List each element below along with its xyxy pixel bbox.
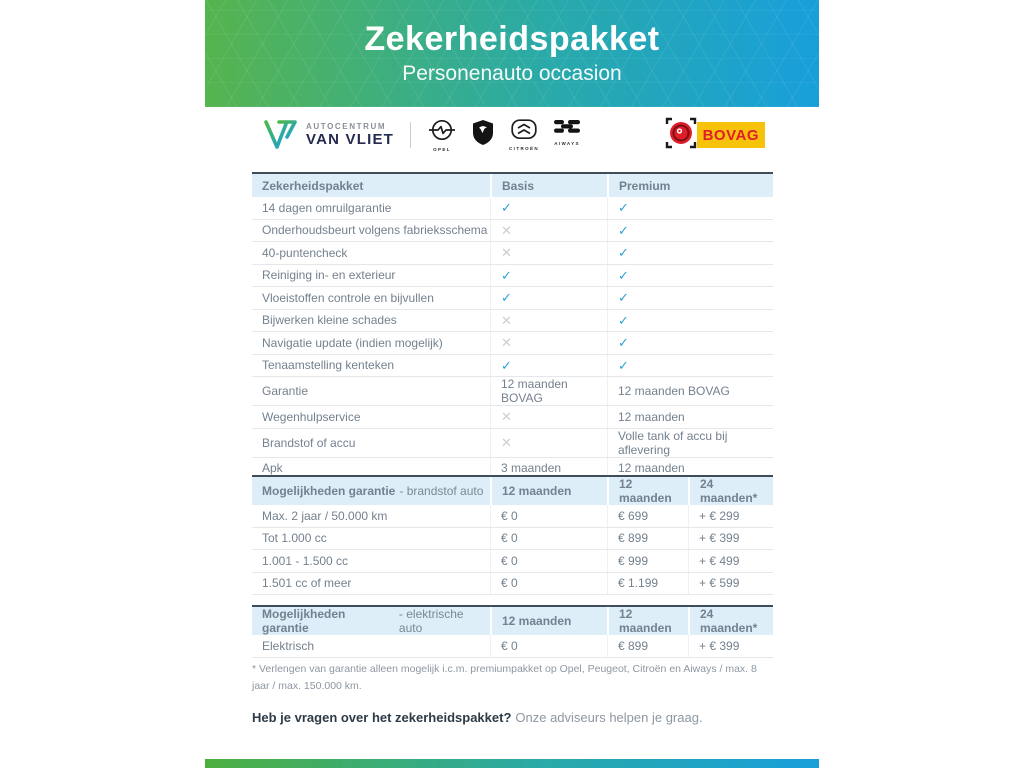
table-cell: Garantie (262, 384, 309, 398)
brand-opel (427, 119, 457, 152)
table-header-row (252, 172, 773, 197)
table-row (252, 406, 773, 429)
table-cell: + € 299 (688, 505, 773, 527)
table-row (252, 505, 773, 528)
table-header-cell: 12 maanden (490, 607, 607, 635)
table-row (252, 550, 773, 573)
dealer-name-bottom: VAN VLIET (306, 130, 395, 148)
check-icon: ✓ (618, 335, 629, 351)
fuel-warranty-table (252, 475, 773, 595)
brand-aiways (554, 119, 580, 146)
table-row (252, 355, 773, 378)
table-cell: + € 599 (688, 573, 773, 595)
table-title-light: - brandstof auto (399, 484, 484, 498)
table-cell (607, 242, 773, 264)
table-cell: 3 maanden (490, 458, 607, 480)
table-cell: 1.501 cc of meer (262, 576, 352, 591)
table-cell: Apk (262, 461, 283, 476)
table-title-bold: Mogelijkheden garantie (262, 484, 396, 498)
dealer-logo (262, 115, 394, 156)
bovag-logo (665, 117, 765, 154)
table-cell: Navigatie update (indien mogelijk) (262, 335, 443, 350)
table-row (252, 287, 773, 310)
table-cell (607, 310, 773, 332)
cross-icon: ✕ (501, 245, 512, 261)
cross-icon: ✕ (501, 409, 512, 425)
table-cell: + € 499 (688, 550, 773, 572)
table-cell: 1.001 - 1.500 cc (262, 553, 349, 568)
check-icon: ✓ (618, 312, 629, 328)
brand-citroen (509, 119, 539, 151)
check-icon: ✓ (618, 200, 629, 216)
table-header-row (252, 605, 773, 635)
peugeot-logo-icon (472, 119, 494, 151)
table-cell (607, 332, 773, 354)
table-cell (490, 197, 607, 219)
bovag-wordmark: BOVAG (702, 126, 759, 144)
closing-question (252, 710, 773, 725)
table-row (252, 265, 773, 288)
electric-warranty-table (252, 605, 773, 658)
table-cell: € 0 (490, 573, 607, 595)
van-vliet-logo-icon (262, 115, 299, 156)
table-header-cell: 12 maanden (607, 477, 688, 505)
brand-logos (427, 119, 580, 152)
table-header-cell (252, 477, 490, 505)
table-cell: Elektrisch (262, 638, 315, 653)
table-cell: + € 399 (688, 635, 773, 657)
check-icon: ✓ (618, 267, 629, 283)
table-cell: € 0 (490, 550, 607, 572)
table-cell (490, 332, 607, 354)
table-cell: € 899 (607, 528, 688, 550)
table-row (252, 332, 773, 355)
banner-subtitle: Personenauto occasion (402, 62, 622, 86)
table-cell: 12 maanden BOVAG (607, 377, 773, 405)
table-cell: Wegenhulpservice (262, 409, 361, 424)
opel-logo-icon (427, 119, 457, 146)
table-header-cell: Basis (490, 174, 607, 197)
check-icon: ✓ (618, 222, 629, 238)
closing-question-light: Onze adviseurs helpen je graag. (515, 710, 703, 725)
table-header-cell (252, 174, 490, 197)
aiways-logo-icon (554, 119, 580, 140)
table-title-light: - elektrische auto (398, 607, 464, 635)
closing-question-bold: Heb je vragen over het zekerheidspakket? (252, 710, 512, 725)
table-cell: Tenaamstelling kenteken (262, 358, 395, 373)
table-title-bold: Mogelijkheden garantie (262, 607, 346, 635)
table-cell: Vloeistoffen controle en bijvullen (262, 290, 434, 305)
footnote: * Verlengen van garantie alleen mogelijk i.c.m. premiumpakket op Opel, Peugeot, Citroën en Aiways / max. 8 jaar / max. 150.000 km. (252, 663, 757, 693)
table-cell: 12 maanden (607, 458, 773, 480)
brand-peugeot (472, 119, 494, 151)
table-cell (607, 355, 773, 377)
table-cell (490, 406, 607, 428)
check-icon: ✓ (501, 357, 512, 373)
logo-row (205, 109, 819, 161)
table-cell: € 0 (490, 635, 607, 657)
table-cell (490, 355, 607, 377)
table-cell (490, 242, 607, 264)
table-cell (607, 197, 773, 219)
citroen-logo-icon (511, 119, 537, 145)
table-row (252, 197, 773, 220)
check-icon: ✓ (501, 267, 512, 283)
table-cell: Brandstof of accu (262, 435, 356, 450)
aiways-label: AIWAYS (554, 140, 580, 146)
table-cell (490, 429, 607, 457)
cross-icon: ✕ (501, 222, 512, 238)
table-header-cell: 12 maanden (490, 477, 607, 505)
banner (205, 0, 819, 107)
table-cell: 40-puntencheck (262, 245, 348, 260)
citroen-label: CITROËN (509, 145, 540, 151)
table-cell: 12 maanden BOVAG (490, 377, 607, 405)
check-icon: ✓ (501, 200, 512, 216)
table-cell: Volle tank of accu bij aflevering (607, 429, 773, 457)
package-comparison-table (252, 172, 773, 480)
table-cell (490, 220, 607, 242)
table-cell: € 0 (490, 505, 607, 527)
bovag-target-icon (665, 117, 697, 154)
check-icon: ✓ (618, 245, 629, 261)
bovag-plate (697, 122, 765, 148)
table-header-cell: Premium (607, 174, 773, 197)
table-cell: € 699 (607, 505, 688, 527)
table-header-cell: 24 maanden* (688, 477, 773, 505)
table-row (252, 310, 773, 333)
table-cell: + € 399 (688, 528, 773, 550)
check-icon: ✓ (618, 357, 629, 373)
banner-title: Zekerheidspakket (364, 19, 660, 58)
table-row (252, 220, 773, 243)
cross-icon: ✕ (501, 335, 512, 351)
cross-icon: ✕ (501, 312, 512, 328)
table-cell: € 999 (607, 550, 688, 572)
table-cell: € 899 (607, 635, 688, 657)
table-cell (490, 310, 607, 332)
table-row (252, 528, 773, 551)
table-cell: 14 dagen omruilgarantie (262, 200, 392, 215)
table-header-cell: 24 maanden* (688, 607, 773, 635)
table-cell: 12 maanden (607, 406, 773, 428)
table-cell (607, 287, 773, 309)
table-title-bold: Zekerheidspakket (262, 178, 364, 193)
check-icon: ✓ (618, 290, 629, 306)
table-cell: € 1.199 (607, 573, 688, 595)
table-cell: Onderhoudsbeurt volgens fabrieksschema (262, 223, 488, 238)
table-cell (607, 220, 773, 242)
table-row (252, 429, 773, 458)
table-cell: € 0 (490, 528, 607, 550)
dealer-name (306, 122, 394, 148)
table-row (252, 635, 773, 658)
cross-icon: ✕ (501, 435, 512, 450)
logo-divider (410, 122, 411, 148)
table-header-row (252, 475, 773, 505)
table-row (252, 377, 773, 406)
table-header-cell (252, 607, 490, 635)
table-cell: Max. 2 jaar / 50.000 km (262, 508, 388, 523)
dealer-name-top: AUTOCENTRUM (306, 121, 387, 131)
table-header-cell: 12 maanden (607, 607, 688, 635)
table-cell: Tot 1.000 cc (262, 531, 327, 546)
table-cell (490, 287, 607, 309)
table-cell (490, 265, 607, 287)
table-cell: Reiniging in- en exterieur (262, 268, 396, 283)
table-cell (607, 265, 773, 287)
bottom-gradient-bar (205, 759, 819, 768)
table-row (252, 242, 773, 265)
table-row (252, 573, 773, 596)
check-icon: ✓ (501, 290, 512, 306)
opel-label: OPEL (433, 146, 451, 152)
table-cell: Bijwerken kleine schades (262, 313, 397, 328)
